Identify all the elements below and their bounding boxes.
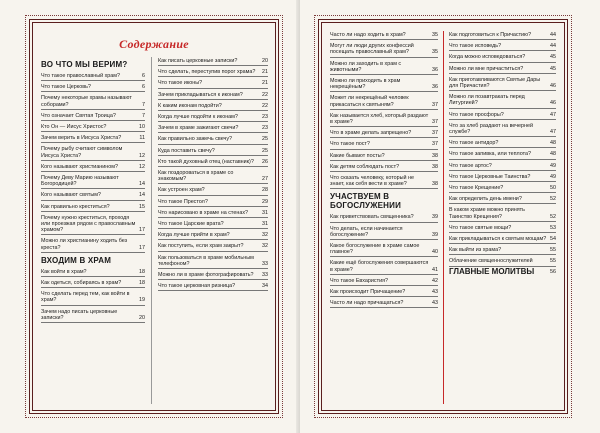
toc-entry[interactable] bbox=[41, 145, 145, 160]
toc-entry[interactable] bbox=[449, 206, 556, 221]
toc-entry-title: Что такое исповедь? bbox=[449, 43, 502, 50]
toc-entry[interactable] bbox=[41, 134, 145, 143]
toc-entry[interactable] bbox=[330, 163, 438, 172]
toc-entry-title: Что такое православный храм? bbox=[41, 73, 120, 79]
toc-entry-page: 47 bbox=[550, 111, 556, 118]
toc-entry-page: 55 bbox=[550, 247, 556, 254]
toc-entry-title: Что делать, если начинается богослужение? bbox=[330, 225, 403, 238]
toc-entry-page: 48 bbox=[550, 140, 556, 147]
toc-entry[interactable] bbox=[449, 173, 556, 182]
toc-entry-page: 17 bbox=[139, 227, 145, 234]
toc-entry[interactable] bbox=[158, 57, 268, 66]
toc-entry-page: 52 bbox=[550, 213, 556, 220]
toc-entry[interactable] bbox=[449, 122, 556, 137]
toc-entry[interactable] bbox=[449, 139, 556, 148]
toc-entry-page: 21 bbox=[262, 80, 268, 87]
toc-entry-page: 7 bbox=[142, 101, 145, 108]
toc-entry-page: 50 bbox=[550, 185, 556, 192]
toc-entry-page: 6 bbox=[142, 84, 145, 91]
toc-entry[interactable] bbox=[158, 135, 268, 144]
toc-entry[interactable] bbox=[449, 150, 556, 159]
toc-entry[interactable] bbox=[449, 31, 556, 40]
toc-entry-title: Зачем верить в Иисуса Христа? bbox=[41, 135, 122, 142]
toc-entry[interactable] bbox=[41, 279, 145, 288]
toc-entry[interactable] bbox=[330, 213, 438, 222]
toc-entry-page: 55 bbox=[550, 258, 556, 265]
toc-entry-title: Что сделать перед тем, как войти в храм? bbox=[41, 291, 130, 304]
toc-entry-page: 49 bbox=[550, 162, 556, 169]
toc-entry-title: Что в храме делать запрещено? bbox=[330, 130, 412, 137]
toc-entry[interactable] bbox=[449, 93, 556, 108]
toc-entry[interactable] bbox=[330, 140, 438, 149]
toc-entry[interactable] bbox=[158, 271, 268, 280]
toc-entry[interactable] bbox=[41, 94, 145, 109]
toc-entry[interactable] bbox=[449, 76, 556, 91]
toc-entry[interactable] bbox=[158, 186, 268, 195]
toc-entry-page: 39 bbox=[432, 231, 438, 238]
toc-entry-title: Почему некоторые храмы называют соборами? bbox=[41, 95, 132, 108]
toc-entry[interactable] bbox=[330, 299, 438, 308]
toc-entry[interactable] bbox=[158, 124, 268, 133]
toc-entry-page: 29 bbox=[262, 198, 268, 205]
toc-entry-title: Как правильно зажечь свечу? bbox=[158, 136, 233, 143]
toc-entry-page: 10 bbox=[139, 124, 145, 131]
toc-entry-page: 19 bbox=[139, 297, 145, 304]
toc-entry[interactable] bbox=[41, 163, 145, 172]
toc-entry-page: 38 bbox=[432, 163, 438, 170]
toc-entry-page: 22 bbox=[262, 102, 268, 109]
toc-entry[interactable] bbox=[330, 259, 438, 274]
toc-entry-title: Как устроен храм? bbox=[158, 187, 205, 194]
toc-entry-title: Кто такой духовный отец (наставник)? bbox=[158, 158, 254, 165]
toc-entry[interactable] bbox=[158, 158, 268, 167]
toc-entry[interactable] bbox=[449, 53, 556, 62]
toc-entry[interactable] bbox=[449, 246, 556, 255]
toc-entry-title: Как подготовиться к Причастию? bbox=[449, 32, 532, 38]
toc-entry-title: Почему Деву Марию называют Богородицей? bbox=[41, 175, 119, 188]
toc-entry-title: Как приготавливаются Святые Дары для Причастия? bbox=[449, 76, 541, 90]
toc-section-heading: УЧАСТВУЕМ В БОГОСЛУЖЕНИИ bbox=[330, 192, 402, 211]
toc-entry-page: 37 bbox=[432, 130, 438, 137]
final-page-number: 56 bbox=[550, 268, 556, 275]
toc-entry-title: Что нарисовано в храме на стенах? bbox=[158, 209, 249, 216]
toc-entry-page: 49 bbox=[550, 173, 556, 180]
toc-entry-page: 35 bbox=[432, 32, 438, 38]
right-page-frame bbox=[318, 19, 568, 414]
toc-entry-page: 38 bbox=[432, 181, 438, 188]
toc-entry-title: Можно ли христианину ходить без креста? bbox=[41, 238, 128, 251]
toc-entry[interactable] bbox=[158, 198, 268, 207]
toc-entry-title: Когда лучше подойти к иконам? bbox=[158, 114, 238, 121]
toc-entry-page: 53 bbox=[550, 224, 556, 231]
toc-entry-title: Можно ли мне причаститься? bbox=[449, 65, 524, 72]
toc-entry-title: Можно ли в храме фотографировать? bbox=[158, 272, 254, 279]
toc-entry[interactable] bbox=[41, 268, 145, 277]
toc-entry-title: Что такое Царские врата? bbox=[158, 221, 224, 228]
toc-entry-title: Что такое Евхаристия? bbox=[330, 277, 389, 284]
toc-entry[interactable] bbox=[330, 152, 438, 161]
toc-entry-title: Что такое артос? bbox=[449, 162, 492, 169]
toc-entry-title: Как приветствовать священника? bbox=[330, 214, 414, 221]
toc-entry[interactable] bbox=[41, 72, 145, 81]
toc-entry[interactable] bbox=[449, 184, 556, 193]
toc-entry[interactable] bbox=[330, 31, 438, 40]
toc-entry-title: Как детям соблюдать пост? bbox=[330, 163, 400, 170]
toc-entry[interactable] bbox=[41, 203, 145, 212]
toc-entry-title: Кого называют святым? bbox=[41, 192, 101, 199]
toc-entry[interactable] bbox=[41, 237, 145, 252]
toc-entry-page: 12 bbox=[139, 163, 145, 170]
toc-entry-title: Часто ли надо причащаться? bbox=[330, 300, 404, 307]
toc-entry-title: Как правильно креститься? bbox=[41, 203, 110, 210]
toc-entry-title: Что такое запивка, или теплота? bbox=[449, 151, 532, 158]
toc-final-entry bbox=[449, 266, 556, 276]
toc-entry-title: Что такое Церковные Таинства? bbox=[449, 173, 531, 180]
toc-entry-page: 15 bbox=[139, 203, 145, 210]
toc-entry-title: Что сделать, переступив порог храма? bbox=[158, 69, 256, 76]
toc-entry-page: 44 bbox=[550, 32, 556, 38]
toc-entry-title: Как пользоваться в храме мобильным телефоном? bbox=[158, 254, 254, 267]
toc-entry-page: 47 bbox=[550, 129, 556, 136]
toc-entry-page: 46 bbox=[550, 100, 556, 107]
toc-entry-page: 45 bbox=[550, 65, 556, 72]
toc-entry-page: 52 bbox=[550, 196, 556, 203]
toc-column-1 bbox=[41, 57, 145, 404]
toc-entry-page: 45 bbox=[550, 54, 556, 61]
toc-entry[interactable] bbox=[158, 209, 268, 218]
toc-entry[interactable] bbox=[449, 65, 556, 74]
column-divider bbox=[443, 31, 444, 404]
toc-entry[interactable] bbox=[158, 231, 268, 240]
toc-entry-title: Можно ли приходить в храм некрещёным? bbox=[330, 78, 401, 91]
toc-entry-page: 35 bbox=[432, 49, 438, 56]
toc-entry[interactable] bbox=[158, 91, 268, 100]
page-title: Содержание bbox=[119, 37, 189, 51]
toc-entry-page: 21 bbox=[262, 69, 268, 76]
toc-entry[interactable] bbox=[41, 214, 145, 236]
toc-entry[interactable] bbox=[330, 112, 438, 127]
toc-entry-page: 11 bbox=[139, 135, 145, 142]
toc-entry[interactable] bbox=[158, 254, 268, 269]
toc-entry[interactable] bbox=[158, 102, 268, 111]
toc-entry-title: Могут ли люди других конфессий посещать православный храм? bbox=[330, 43, 414, 56]
toc-entry-page: 42 bbox=[432, 277, 438, 284]
toc-entry[interactable] bbox=[330, 288, 438, 297]
toc-entry-page: 20 bbox=[262, 58, 268, 64]
toc-entry-title: Зачем надо писать церковные записки? bbox=[41, 308, 118, 321]
toc-section-heading: ВО ЧТО МЫ ВЕРИМ? bbox=[41, 60, 128, 69]
toc-entry-page: 38 bbox=[432, 152, 438, 159]
toc-entry-title: Облачение священнослужителей bbox=[449, 258, 533, 265]
toc-entry-title: Как поступить, если храм закрыт? bbox=[158, 243, 244, 250]
toc-entry-page: 12 bbox=[139, 152, 145, 159]
toc-entry-page: 18 bbox=[139, 280, 145, 287]
toc-entry[interactable] bbox=[158, 79, 268, 88]
toc-entry-page: 54 bbox=[550, 236, 556, 243]
toc-entry-title: Что такое церковная ризница? bbox=[158, 283, 236, 290]
toc-entry-title: Когда можно исповедоваться? bbox=[449, 54, 526, 61]
toc-entry-title: Как определить день имени? bbox=[449, 196, 522, 203]
toc-entry-page: 25 bbox=[262, 147, 268, 154]
toc-entry-title: Как писать церковные записки? bbox=[158, 58, 238, 64]
toc-entry-page: 33 bbox=[262, 272, 268, 279]
left-page-frame bbox=[29, 19, 279, 414]
toc-entry-title: Что такое Крещение? bbox=[449, 185, 504, 192]
toc-entry-title: Как одеться, собираясь в храм? bbox=[41, 280, 122, 287]
toc-entry-title: Что такое пост? bbox=[330, 141, 370, 148]
toc-entry-page: 6 bbox=[142, 73, 145, 79]
toc-entry-title: Как прикладываться к святым мощам? bbox=[449, 236, 547, 243]
final-section-title: ГЛАВНЫЕ МОЛИТВЫ bbox=[449, 266, 535, 276]
toc-entry-title: Что означает Святая Троица? bbox=[41, 112, 116, 119]
toc-entry[interactable] bbox=[41, 112, 145, 121]
toc-entry-title: Зачем в храме зажигают свечи? bbox=[158, 125, 239, 132]
toc-entry[interactable] bbox=[330, 94, 438, 109]
toc-entry-title: Как выйти из храма? bbox=[449, 247, 502, 254]
column-divider bbox=[151, 57, 152, 404]
toc-entry-title: В каком храме можно принять Таинство Крещения? bbox=[449, 207, 525, 220]
toc-entry-title: Когда лучше прийти в храм? bbox=[158, 232, 230, 239]
toc-entry-title: Почему нужно креститься, проходя или проезжая рядом с православным храмом? bbox=[41, 214, 136, 234]
toc-entry-title: Как называется хлеб, который раздают в храме? bbox=[330, 112, 429, 126]
toc-column-3 bbox=[330, 31, 438, 404]
right-page bbox=[300, 0, 600, 433]
toc-entry-title: Что такое иконы? bbox=[158, 80, 203, 87]
toc-entry-page: 40 bbox=[432, 249, 438, 256]
toc-entry-title: Как поздороваться в храме со знакомым? bbox=[158, 170, 234, 183]
toc-section-heading: ВХОДИМ В ХРАМ bbox=[41, 255, 112, 265]
toc-entry-title: Часто ли надо ходить в храм? bbox=[330, 32, 406, 38]
toc-entry-page: 34 bbox=[262, 283, 268, 290]
toc-entry-title: Кого называют христианином? bbox=[41, 163, 118, 170]
toc-entry-page: 43 bbox=[432, 289, 438, 296]
toc-entry[interactable] bbox=[330, 174, 438, 189]
toc-entry[interactable] bbox=[158, 169, 268, 184]
toc-entry[interactable] bbox=[449, 235, 556, 244]
toc-entry-page: 31 bbox=[262, 221, 268, 228]
toc-entry-page: 36 bbox=[432, 84, 438, 91]
toc-entry[interactable] bbox=[330, 225, 438, 240]
toc-entry-page: 48 bbox=[550, 151, 556, 158]
toc-entry-page: 44 bbox=[550, 43, 556, 50]
toc-entry-title: К каким иконам подойти? bbox=[158, 102, 222, 109]
toc-entry[interactable] bbox=[41, 83, 145, 92]
toc-column-2 bbox=[158, 57, 268, 404]
toc-entry-page: 14 bbox=[139, 192, 145, 199]
toc-entry-page: 41 bbox=[432, 266, 438, 273]
toc-entry-title: Как войти в храм? bbox=[41, 268, 87, 275]
toc-entry[interactable] bbox=[158, 242, 268, 251]
toc-entry[interactable] bbox=[449, 195, 556, 204]
toc-entry[interactable] bbox=[41, 191, 145, 200]
toc-entry[interactable] bbox=[330, 242, 438, 257]
toc-entry-title: Что сказать человеку, который не знает, как себя вести в храме? bbox=[330, 175, 414, 188]
toc-entry[interactable] bbox=[330, 277, 438, 286]
toc-entry-title: Какое богослужение в храме самое главное? bbox=[330, 243, 420, 256]
toc-entry[interactable] bbox=[158, 220, 268, 229]
toc-entry[interactable] bbox=[330, 42, 438, 57]
toc-entry[interactable] bbox=[330, 129, 438, 138]
toc-entry-title: Почему рыбу считают символом Иисуса Христа? bbox=[41, 146, 123, 159]
toc-entry[interactable] bbox=[41, 174, 145, 189]
toc-entry-title: Как происходит Причащение? bbox=[330, 289, 406, 296]
toc-entry-page: 31 bbox=[262, 209, 268, 216]
toc-entry-page: 32 bbox=[262, 232, 268, 239]
toc-entry-page: 17 bbox=[139, 244, 145, 251]
toc-entry-page: 28 bbox=[262, 187, 268, 194]
toc-entry-title: Что такое просфоры? bbox=[449, 111, 504, 118]
toc-entry[interactable] bbox=[449, 257, 556, 266]
toc-entry-title: Куда поставить свечу? bbox=[158, 147, 215, 154]
toc-entry-page: 22 bbox=[262, 91, 268, 98]
toc-entry-title: Что такое Церковь? bbox=[41, 84, 91, 91]
toc-entry[interactable] bbox=[449, 224, 556, 233]
toc-entry-title: Какие ещё богослужения совершаются в храме? bbox=[330, 260, 429, 273]
toc-entry-page: 32 bbox=[262, 243, 268, 250]
toc-entry-title: Зачем прикладываться к иконам? bbox=[158, 91, 243, 98]
toc-entry-page: 37 bbox=[432, 101, 438, 108]
toc-entry[interactable] bbox=[449, 42, 556, 51]
toc-entry-title: Что такое Престол? bbox=[158, 198, 208, 205]
toc-entry[interactable] bbox=[158, 113, 268, 122]
toc-entry[interactable] bbox=[158, 68, 268, 77]
toc-entry-page: 37 bbox=[432, 141, 438, 148]
toc-entry-page: 20 bbox=[139, 314, 145, 321]
toc-entry[interactable] bbox=[449, 111, 556, 120]
toc-entry-page: 37 bbox=[432, 119, 438, 126]
toc-entry[interactable] bbox=[449, 162, 556, 171]
toc-entry-title: Кто Он — Иисус Христос? bbox=[41, 124, 107, 131]
toc-entry-page: 33 bbox=[262, 260, 268, 267]
toc-entry[interactable] bbox=[41, 308, 145, 323]
toc-entry[interactable] bbox=[41, 123, 145, 132]
toc-entry[interactable] bbox=[158, 282, 268, 291]
toc-entry-title: Какие бывают посты? bbox=[330, 152, 385, 159]
toc-entry-page: 27 bbox=[262, 176, 268, 183]
toc-entry-page: 7 bbox=[142, 112, 145, 119]
toc-entry-page: 25 bbox=[262, 136, 268, 143]
toc-entry-page: 46 bbox=[550, 83, 556, 90]
toc-entry-page: 23 bbox=[262, 114, 268, 121]
toc-entry[interactable] bbox=[158, 147, 268, 156]
toc-entry-title: Может ли некрещёный человек прикасаться к святыням? bbox=[330, 95, 409, 108]
toc-entry-title: Можно ли позавтракать перед Литургией? bbox=[449, 94, 525, 107]
toc-entry[interactable] bbox=[41, 290, 145, 305]
toc-entry-page: 23 bbox=[262, 125, 268, 132]
toc-entry-title: Можно ли заходить в храм с животными? bbox=[330, 60, 402, 73]
toc-entry[interactable] bbox=[330, 60, 438, 75]
toc-entry-page: 43 bbox=[432, 300, 438, 307]
toc-entry-title: Что такое антидор? bbox=[449, 140, 499, 147]
toc-entry[interactable] bbox=[330, 77, 438, 92]
toc-entry-page: 14 bbox=[139, 181, 145, 188]
toc-entry-page: 26 bbox=[262, 158, 268, 165]
toc-entry-page: 39 bbox=[432, 214, 438, 221]
toc-entry-page: 18 bbox=[139, 268, 145, 275]
toc-column-4 bbox=[449, 31, 556, 404]
toc-entry-page: 36 bbox=[432, 66, 438, 73]
toc-entry-title: Что за хлеб раздают на вечерней службе? bbox=[449, 122, 534, 136]
toc-entry-title: Что такое святые мощи? bbox=[449, 224, 512, 231]
